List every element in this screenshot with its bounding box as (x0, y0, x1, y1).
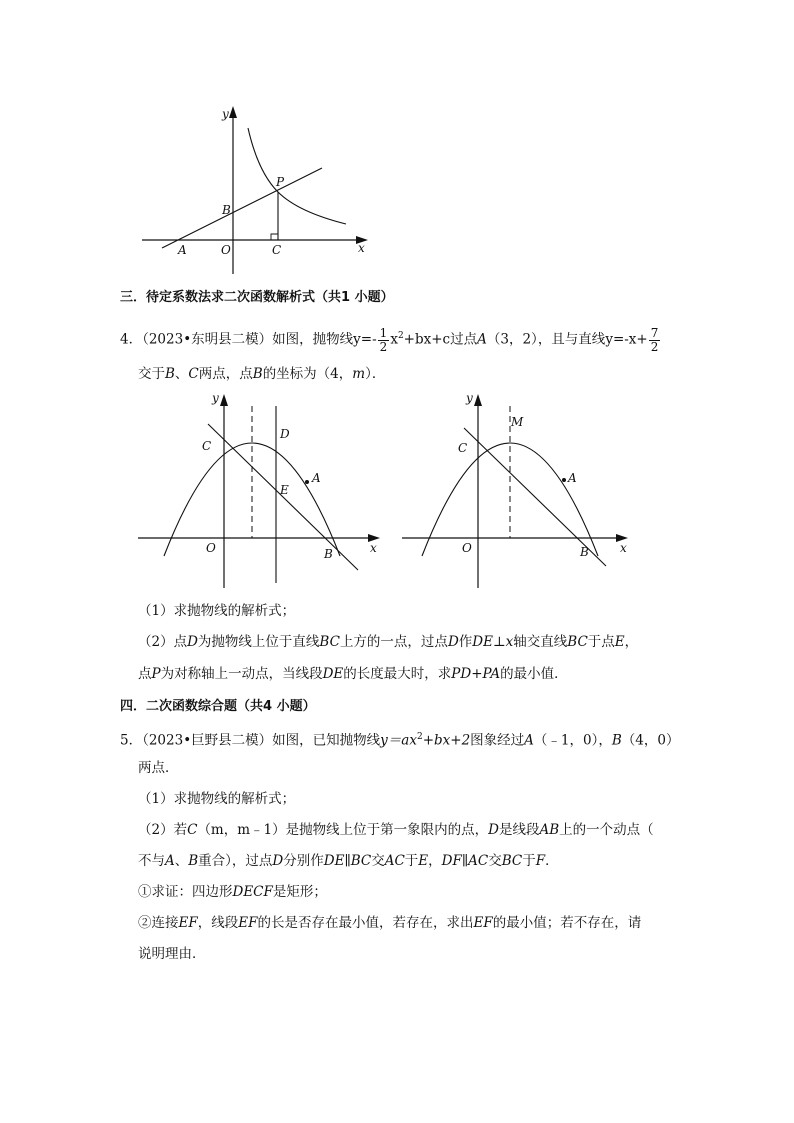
eq-prefix: y=- (353, 331, 377, 348)
fig1-label-y: y (222, 107, 229, 121)
fig1-label-p: P (276, 175, 285, 189)
p4-l2-end: ）． (365, 366, 386, 382)
problem-5-q1: （1）求抛物线的解析式； (138, 791, 296, 807)
eq-frac-num: 1 (379, 325, 388, 340)
problem-4-line-2 (138, 364, 385, 384)
problem-4-number: 4． (120, 331, 143, 348)
problem-4-source: （2023•东明县二模） (142, 331, 273, 348)
fig2-label-b: B (324, 547, 333, 561)
figure-1 (130, 98, 380, 278)
p4q2-c: 上方的一点，过点 (339, 634, 448, 650)
p5s1-b: 是矩形； (272, 884, 327, 900)
p5-eq-exp: 2 (416, 732, 423, 742)
p5q3-bc2: BC (501, 853, 523, 869)
p5q3-e2: 交 (488, 853, 502, 869)
p5q3-a: 不与 (138, 853, 165, 869)
p4q3-b: 为对称轴上一动点，当线段 (160, 666, 323, 682)
p5q3-ac2: AC (468, 853, 489, 869)
p5q2-ab: AB (539, 822, 560, 838)
p4q2-f: 于点 (587, 634, 615, 650)
fig1-label-a: A (178, 243, 187, 257)
p5q3-end: ． (545, 853, 559, 869)
p4q2-d2: D (447, 634, 459, 650)
eq-suffix: +bx+c (403, 331, 451, 348)
p5-b-coords: （4，0） (621, 732, 680, 749)
p5-b: B (611, 732, 622, 749)
p4q2-pe: E (614, 634, 625, 650)
p4q3-p: P (151, 666, 161, 682)
p5s2-ef: EF (178, 915, 198, 931)
problem-4-q1: （1）求抛物线的解析式； (138, 603, 296, 619)
p5q2-b: （m，m﹣1）是抛物线上位于第一象限内的点， (197, 822, 489, 838)
problem-4-line-1 (120, 326, 661, 354)
fig2-label-e: E (280, 483, 289, 497)
p5q2-d: D (488, 822, 499, 838)
problem-5-q2 (138, 820, 654, 840)
p4q2-x: x (505, 634, 514, 650)
p5q3-d: 分别作 (283, 853, 324, 869)
fig3-label-y: y (466, 391, 473, 405)
p5q2-cc: 是线段 (498, 822, 540, 838)
p4q2-a: （2）点 (138, 634, 188, 650)
p5q3-df: DF (441, 853, 462, 869)
p4q2-bc: BC (319, 634, 340, 650)
p5q3-pb: B (188, 853, 199, 869)
p4q2-de: DE (472, 634, 493, 650)
p5s2-b: ，线段 (197, 915, 239, 931)
fig2-label-d: D (280, 427, 290, 441)
p4q3-pdpa: PD+PA (451, 666, 501, 682)
p4-l2-a: 交于 (138, 366, 165, 382)
p5s2-ef3: EF (473, 915, 493, 931)
p4q2-perp: ⊥ (492, 634, 506, 650)
fig1-label-b: B (222, 203, 231, 217)
p5q3-f: 于 (404, 853, 419, 869)
p5q3-pa: A (165, 853, 175, 869)
problem-5-sub-2-cont: 说明理由． (138, 946, 206, 962)
p4q2-g: ， (624, 634, 639, 650)
p4q3-a: 点 (138, 666, 152, 682)
p5-a-coords: （﹣1，0）， (533, 732, 612, 749)
section-3-heading: 三．待定系数法求二次函数解析式（共1 小题） (120, 290, 394, 305)
p5-number: 5． (120, 732, 143, 749)
section-4-heading: 四．二次函数综合题（共4 小题） (120, 699, 316, 714)
p5-a: A (524, 732, 534, 749)
p5q2-c: C (187, 822, 198, 838)
line-prefix: y=-x+ (605, 331, 648, 348)
problem-5-sub-2 (138, 913, 641, 933)
fig3-label-a: A (568, 471, 577, 485)
p5s2-mark: ② (138, 915, 152, 931)
p5q2-a: （2）若 (138, 822, 188, 838)
p5-source: （2023•巨野县二模） (142, 732, 273, 749)
p4-b2: B (252, 366, 263, 382)
problem-5-line-2: 两点． (138, 760, 179, 776)
fig2-label-y: y (212, 391, 219, 405)
p5s2-ef2: EF (238, 915, 258, 931)
p5-eq-rest: +bx+2 (422, 732, 471, 749)
line-frac-den: 2 (650, 339, 659, 354)
p5q3-c: 重合），过点 (198, 853, 273, 869)
fig3-label-c: C (458, 441, 468, 455)
p4q3-d: 的最小值． (500, 666, 568, 682)
p5s1-a: 求证：四边形 (151, 884, 233, 900)
problem-4-intro: 如图，抛物线 (272, 331, 354, 348)
p4q2-bc2: BC (567, 634, 588, 650)
problem-5-line-1 (120, 727, 679, 751)
fig3-label-m: M (511, 415, 524, 429)
p4-l2-b: 两点，点 (198, 366, 253, 382)
p5q3-de: DE (323, 853, 345, 869)
p4-sep: 、 (174, 366, 189, 382)
eq-exp: 2 (397, 331, 404, 341)
fig1-label-c: C (272, 243, 282, 257)
p4-l2-c: 的坐标为（4， (262, 366, 353, 382)
line-frac-num: 7 (650, 325, 659, 340)
fig3-label-x: x (620, 541, 627, 555)
p5q3-bc: BC (350, 853, 372, 869)
fig1-label-x: x (358, 241, 365, 255)
fig2-label-o: O (206, 541, 216, 555)
point-a-coords: （3，2） (486, 331, 538, 348)
p5q3-h: 于 (522, 853, 536, 869)
p5s2-d: 的最小值；若不存在，请 (492, 915, 642, 931)
p5-after-eq: 图象经过 (470, 732, 525, 749)
fig3-label-o: O (462, 541, 472, 555)
fig2-label-x: x (370, 541, 377, 555)
p4q3-c: 的长度最大时，求 (343, 666, 452, 682)
fig2-label-c: C (202, 439, 212, 453)
p4q3-de: DE (322, 666, 344, 682)
p4-c: C (188, 366, 199, 382)
p4q2-e: 轴交直线 (513, 634, 568, 650)
line-text: ，且与直线 (537, 331, 606, 348)
p4q2-d: D (187, 634, 198, 650)
problem-5-sub-1 (138, 882, 327, 902)
p4q2-dd: 作 (458, 634, 473, 650)
after-eq: 过点 (450, 331, 478, 348)
p5q3-par1: ∥ (344, 853, 351, 869)
eq-fraction (378, 327, 390, 354)
p4q2-b: 为抛物线上位于直线 (197, 634, 320, 650)
p5-eq: y＝ax (380, 732, 417, 749)
p5q3-ac: AC (384, 853, 405, 869)
fig3-label-b: B (580, 545, 589, 559)
p5s2-c: 的长是否存在最小值，若存在，求出 (257, 915, 474, 931)
figure-3 (398, 388, 638, 593)
problem-4-q2 (138, 632, 638, 652)
line-fraction (649, 327, 661, 354)
eq-x: x (390, 331, 398, 348)
fig2-label-a: A (312, 471, 321, 485)
eq-frac-den: 2 (379, 339, 388, 354)
problem-5-q2-cont (138, 851, 559, 871)
p4-b: B (165, 366, 175, 382)
p5q2-dd: 上的一个动点（ (559, 822, 654, 838)
p4-m: m (352, 366, 366, 382)
p5q3-pd: D (272, 853, 284, 869)
p5q3-b: 、 (174, 853, 189, 869)
p5q3-pe: E (418, 853, 429, 869)
p5s2-a: 连接 (151, 915, 179, 931)
problem-4-q2-cont (138, 664, 568, 684)
p5s1-decf: DECF (232, 884, 273, 900)
fig1-label-o: O (221, 243, 231, 257)
p5q3-pf: F (535, 853, 546, 869)
p5q3-e: 交 (371, 853, 385, 869)
figure-2 (130, 388, 390, 593)
p5-intro: 如图，已知抛物线 (272, 732, 381, 749)
p5s1-mark: ① (138, 884, 152, 900)
p5q3-par2: ∥ (461, 853, 469, 869)
p5q3-g: ， (428, 853, 442, 869)
point-a: A (477, 331, 487, 348)
